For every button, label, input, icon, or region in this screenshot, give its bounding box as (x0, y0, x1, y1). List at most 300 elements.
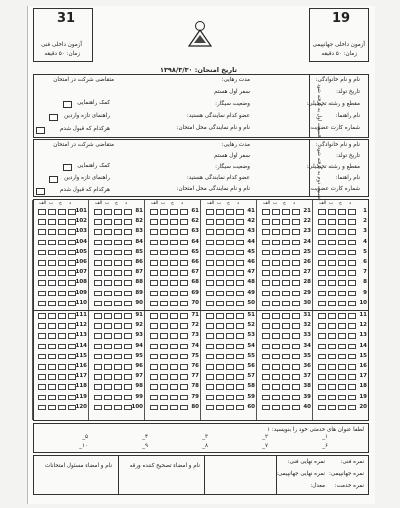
answer-bubble[interactable] (338, 323, 346, 329)
answer-bubble[interactable] (68, 270, 76, 276)
answer-bubble[interactable] (292, 240, 300, 246)
answer-bubble[interactable] (114, 250, 122, 256)
answer-bubble[interactable] (58, 395, 66, 401)
answer-bubble[interactable] (226, 354, 234, 360)
answer-bubble[interactable] (348, 301, 356, 307)
answer-bubble[interactable] (272, 260, 280, 266)
answer-bubble[interactable] (262, 229, 270, 235)
answer-bubble[interactable] (226, 384, 234, 390)
answer-bubble[interactable] (38, 384, 46, 390)
answer-bubble[interactable] (262, 209, 270, 215)
answer-bubble[interactable] (348, 229, 356, 235)
answer-bubble[interactable] (160, 395, 168, 401)
answer-bubble[interactable] (348, 374, 356, 380)
answer-bubble[interactable] (236, 333, 244, 339)
answer-bubble[interactable] (150, 301, 158, 307)
answer-bubble[interactable] (292, 313, 300, 319)
answer-bubble[interactable] (348, 291, 356, 297)
answer-bubble[interactable] (338, 405, 346, 411)
answer-bubble[interactable] (328, 313, 336, 319)
answer-bubble[interactable] (272, 313, 280, 319)
answer-bubble[interactable] (94, 209, 102, 215)
answer-bubble[interactable] (180, 301, 188, 307)
answer-bubble[interactable] (68, 291, 76, 297)
answer-bubble[interactable] (348, 395, 356, 401)
answer-bubble[interactable] (226, 260, 234, 266)
answer-bubble[interactable] (48, 250, 56, 256)
answer-bubble[interactable] (38, 260, 46, 266)
answer-bubble[interactable] (114, 301, 122, 307)
answer-bubble[interactable] (328, 250, 336, 256)
answer-bubble[interactable] (226, 323, 234, 329)
answer-bubble[interactable] (124, 219, 132, 225)
answer-bubble[interactable] (328, 219, 336, 225)
answer-bubble[interactable] (272, 280, 280, 286)
answer-bubble[interactable] (170, 229, 178, 235)
answer-bubble[interactable] (338, 313, 346, 319)
answer-bubble[interactable] (226, 364, 234, 370)
answer-bubble[interactable] (104, 405, 112, 411)
answer-bubble[interactable] (180, 374, 188, 380)
answer-bubble[interactable] (48, 364, 56, 370)
answer-bubble[interactable] (58, 301, 66, 307)
answer-bubble[interactable] (292, 280, 300, 286)
answer-bubble[interactable] (226, 333, 234, 339)
answer-bubble[interactable] (124, 291, 132, 297)
answer-bubble[interactable] (226, 313, 234, 319)
answer-bubble[interactable] (160, 333, 168, 339)
answer-bubble[interactable] (38, 280, 46, 286)
answer-bubble[interactable] (226, 301, 234, 307)
answer-bubble[interactable] (58, 323, 66, 329)
answer-bubble[interactable] (150, 280, 158, 286)
answer-bubble[interactable] (48, 354, 56, 360)
answer-bubble[interactable] (236, 219, 244, 225)
answer-bubble[interactable] (216, 270, 224, 276)
answer-bubble[interactable] (328, 333, 336, 339)
answer-bubble[interactable] (338, 209, 346, 215)
answer-bubble[interactable] (318, 395, 326, 401)
answer-bubble[interactable] (328, 344, 336, 350)
option-newcomer-checkbox-top[interactable] (49, 114, 58, 121)
answer-bubble[interactable] (160, 280, 168, 286)
answer-bubble[interactable] (180, 229, 188, 235)
answer-bubble[interactable] (216, 240, 224, 246)
answer-bubble[interactable] (124, 333, 132, 339)
answer-bubble[interactable] (94, 384, 102, 390)
answer-bubble[interactable] (348, 250, 356, 256)
answer-bubble[interactable] (206, 384, 214, 390)
answer-bubble[interactable] (206, 260, 214, 266)
answer-bubble[interactable] (206, 209, 214, 215)
answer-bubble[interactable] (318, 270, 326, 276)
answer-bubble[interactable] (318, 374, 326, 380)
answer-bubble[interactable] (226, 219, 234, 225)
answer-bubble[interactable] (150, 260, 158, 266)
answer-bubble[interactable] (160, 219, 168, 225)
answer-bubble[interactable] (282, 229, 290, 235)
answer-bubble[interactable] (48, 229, 56, 235)
answer-bubble[interactable] (272, 250, 280, 256)
answer-bubble[interactable] (160, 270, 168, 276)
answer-bubble[interactable] (216, 374, 224, 380)
answer-bubble[interactable] (328, 301, 336, 307)
answer-bubble[interactable] (124, 229, 132, 235)
answer-bubble[interactable] (170, 364, 178, 370)
answer-bubble[interactable] (94, 354, 102, 360)
answer-bubble[interactable] (58, 291, 66, 297)
answer-bubble[interactable] (292, 344, 300, 350)
answer-bubble[interactable] (318, 354, 326, 360)
answer-bubble[interactable] (272, 344, 280, 350)
answer-bubble[interactable] (216, 384, 224, 390)
answer-bubble[interactable] (38, 395, 46, 401)
answer-bubble[interactable] (236, 229, 244, 235)
answer-bubble[interactable] (104, 219, 112, 225)
answer-bubble[interactable] (338, 240, 346, 246)
answer-bubble[interactable] (206, 270, 214, 276)
answer-bubble[interactable] (216, 333, 224, 339)
answer-bubble[interactable] (94, 313, 102, 319)
answer-bubble[interactable] (68, 395, 76, 401)
answer-bubble[interactable] (38, 291, 46, 297)
answer-bubble[interactable] (124, 344, 132, 350)
answer-bubble[interactable] (104, 280, 112, 286)
answer-bubble[interactable] (236, 344, 244, 350)
answer-bubble[interactable] (318, 333, 326, 339)
answer-bubble[interactable] (348, 219, 356, 225)
answer-bubble[interactable] (94, 219, 102, 225)
answer-bubble[interactable] (292, 260, 300, 266)
answer-bubble[interactable] (282, 384, 290, 390)
answer-bubble[interactable] (104, 301, 112, 307)
answer-bubble[interactable] (48, 291, 56, 297)
answer-bubble[interactable] (124, 301, 132, 307)
answer-bubble[interactable] (338, 344, 346, 350)
answer-bubble[interactable] (150, 364, 158, 370)
answer-bubble[interactable] (206, 219, 214, 225)
answer-bubble[interactable] (58, 219, 66, 225)
answer-bubble[interactable] (328, 240, 336, 246)
answer-bubble[interactable] (262, 344, 270, 350)
answer-bubble[interactable] (292, 301, 300, 307)
answer-bubble[interactable] (272, 384, 280, 390)
answer-bubble[interactable] (150, 229, 158, 235)
answer-bubble[interactable] (104, 395, 112, 401)
answer-bubble[interactable] (124, 384, 132, 390)
answer-bubble[interactable] (180, 344, 188, 350)
answer-bubble[interactable] (226, 405, 234, 411)
answer-bubble[interactable] (48, 344, 56, 350)
answer-bubble[interactable] (150, 384, 158, 390)
answer-bubble[interactable] (170, 395, 178, 401)
answer-bubble[interactable] (318, 323, 326, 329)
answer-bubble[interactable] (180, 240, 188, 246)
answer-bubble[interactable] (124, 313, 132, 319)
answer-bubble[interactable] (216, 229, 224, 235)
answer-bubble[interactable] (236, 280, 244, 286)
answer-bubble[interactable] (38, 301, 46, 307)
answer-bubble[interactable] (114, 280, 122, 286)
answer-bubble[interactable] (216, 313, 224, 319)
answer-bubble[interactable] (180, 209, 188, 215)
answer-bubble[interactable] (180, 354, 188, 360)
answer-bubble[interactable] (328, 323, 336, 329)
answer-bubble[interactable] (180, 291, 188, 297)
answer-bubble[interactable] (38, 364, 46, 370)
answer-bubble[interactable] (124, 260, 132, 266)
answer-bubble[interactable] (216, 354, 224, 360)
answer-bubble[interactable] (58, 270, 66, 276)
answer-bubble[interactable] (94, 250, 102, 256)
answer-bubble[interactable] (170, 384, 178, 390)
answer-bubble[interactable] (58, 313, 66, 319)
answer-bubble[interactable] (150, 354, 158, 360)
answer-bubble[interactable] (48, 384, 56, 390)
answer-bubble[interactable] (124, 209, 132, 215)
answer-bubble[interactable] (236, 209, 244, 215)
answer-bubble[interactable] (170, 219, 178, 225)
answer-bubble[interactable] (206, 301, 214, 307)
answer-bubble[interactable] (206, 280, 214, 286)
answer-bubble[interactable] (124, 364, 132, 370)
answer-bubble[interactable] (206, 240, 214, 246)
answer-bubble[interactable] (114, 291, 122, 297)
answer-bubble[interactable] (48, 209, 56, 215)
answer-bubble[interactable] (348, 313, 356, 319)
answer-bubble[interactable] (114, 270, 122, 276)
answer-bubble[interactable] (216, 301, 224, 307)
answer-bubble[interactable] (94, 364, 102, 370)
answer-bubble[interactable] (104, 260, 112, 266)
answer-bubble[interactable] (160, 301, 168, 307)
answer-bubble[interactable] (262, 270, 270, 276)
answer-bubble[interactable] (68, 250, 76, 256)
answer-bubble[interactable] (94, 240, 102, 246)
answer-bubble[interactable] (338, 219, 346, 225)
answer-bubble[interactable] (48, 374, 56, 380)
answer-bubble[interactable] (282, 313, 290, 319)
answer-bubble[interactable] (338, 384, 346, 390)
answer-bubble[interactable] (282, 395, 290, 401)
answer-bubble[interactable] (68, 219, 76, 225)
answer-bubble[interactable] (292, 384, 300, 390)
answer-bubble[interactable] (114, 323, 122, 329)
answer-bubble[interactable] (160, 323, 168, 329)
answer-bubble[interactable] (236, 270, 244, 276)
answer-bubble[interactable] (318, 344, 326, 350)
answer-bubble[interactable] (262, 333, 270, 339)
answer-bubble[interactable] (226, 229, 234, 235)
answer-bubble[interactable] (58, 250, 66, 256)
answer-bubble[interactable] (114, 354, 122, 360)
answer-bubble[interactable] (328, 405, 336, 411)
option-assistant-checkbox-bottom[interactable] (63, 164, 72, 171)
answer-bubble[interactable] (38, 240, 46, 246)
answer-bubble[interactable] (282, 240, 290, 246)
answer-bubble[interactable] (68, 354, 76, 360)
answer-bubble[interactable] (328, 280, 336, 286)
answer-bubble[interactable] (150, 240, 158, 246)
answer-bubble[interactable] (150, 219, 158, 225)
answer-bubble[interactable] (348, 354, 356, 360)
answer-bubble[interactable] (206, 313, 214, 319)
answer-bubble[interactable] (348, 323, 356, 329)
answer-bubble[interactable] (180, 313, 188, 319)
answer-bubble[interactable] (262, 260, 270, 266)
answer-bubble[interactable] (328, 260, 336, 266)
answer-bubble[interactable] (58, 209, 66, 215)
answer-bubble[interactable] (104, 209, 112, 215)
answer-bubble[interactable] (38, 313, 46, 319)
answer-bubble[interactable] (48, 260, 56, 266)
answer-bubble[interactable] (180, 280, 188, 286)
answer-bubble[interactable] (236, 323, 244, 329)
answer-bubble[interactable] (48, 240, 56, 246)
answer-bubble[interactable] (150, 209, 158, 215)
option-any-checkbox-bottom[interactable] (36, 188, 45, 195)
answer-bubble[interactable] (58, 229, 66, 235)
answer-bubble[interactable] (38, 405, 46, 411)
answer-bubble[interactable] (272, 323, 280, 329)
answer-bubble[interactable] (236, 291, 244, 297)
answer-bubble[interactable] (94, 344, 102, 350)
answer-bubble[interactable] (292, 209, 300, 215)
answer-bubble[interactable] (216, 219, 224, 225)
answer-bubble[interactable] (124, 354, 132, 360)
answer-bubble[interactable] (226, 250, 234, 256)
answer-bubble[interactable] (262, 301, 270, 307)
answer-bubble[interactable] (292, 333, 300, 339)
answer-bubble[interactable] (292, 395, 300, 401)
answer-bubble[interactable] (318, 384, 326, 390)
answer-bubble[interactable] (48, 219, 56, 225)
answer-bubble[interactable] (282, 344, 290, 350)
answer-bubble[interactable] (180, 250, 188, 256)
answer-bubble[interactable] (292, 405, 300, 411)
answer-bubble[interactable] (262, 313, 270, 319)
answer-bubble[interactable] (206, 291, 214, 297)
answer-bubble[interactable] (94, 280, 102, 286)
answer-bubble[interactable] (94, 229, 102, 235)
answer-bubble[interactable] (216, 323, 224, 329)
answer-bubble[interactable] (114, 364, 122, 370)
answer-bubble[interactable] (180, 219, 188, 225)
answer-bubble[interactable] (160, 209, 168, 215)
answer-bubble[interactable] (236, 260, 244, 266)
answer-bubble[interactable] (338, 364, 346, 370)
answer-bubble[interactable] (160, 384, 168, 390)
answer-bubble[interactable] (160, 313, 168, 319)
answer-bubble[interactable] (160, 240, 168, 246)
answer-bubble[interactable] (124, 374, 132, 380)
answer-bubble[interactable] (282, 250, 290, 256)
answer-bubble[interactable] (236, 405, 244, 411)
answer-bubble[interactable] (48, 395, 56, 401)
answer-bubble[interactable] (348, 344, 356, 350)
answer-bubble[interactable] (236, 384, 244, 390)
answer-bubble[interactable] (160, 229, 168, 235)
answer-bubble[interactable] (318, 209, 326, 215)
answer-bubble[interactable] (38, 270, 46, 276)
answer-bubble[interactable] (328, 364, 336, 370)
answer-bubble[interactable] (170, 405, 178, 411)
answer-bubble[interactable] (216, 291, 224, 297)
answer-bubble[interactable] (124, 395, 132, 401)
answer-bubble[interactable] (338, 333, 346, 339)
answer-bubble[interactable] (272, 240, 280, 246)
answer-bubble[interactable] (94, 260, 102, 266)
answer-bubble[interactable] (104, 354, 112, 360)
answer-bubble[interactable] (104, 323, 112, 329)
answer-bubble[interactable] (348, 384, 356, 390)
answer-bubble[interactable] (58, 405, 66, 411)
answer-bubble[interactable] (104, 364, 112, 370)
answer-bubble[interactable] (94, 374, 102, 380)
answer-bubble[interactable] (292, 250, 300, 256)
answer-bubble[interactable] (104, 344, 112, 350)
answer-bubble[interactable] (206, 405, 214, 411)
answer-bubble[interactable] (104, 240, 112, 246)
answer-bubble[interactable] (68, 405, 76, 411)
answer-bubble[interactable] (150, 323, 158, 329)
answer-bubble[interactable] (150, 395, 158, 401)
answer-bubble[interactable] (48, 323, 56, 329)
answer-bubble[interactable] (170, 301, 178, 307)
answer-bubble[interactable] (38, 229, 46, 235)
answer-bubble[interactable] (114, 219, 122, 225)
answer-bubble[interactable] (58, 374, 66, 380)
answer-bubble[interactable] (292, 270, 300, 276)
answer-bubble[interactable] (348, 270, 356, 276)
answer-bubble[interactable] (170, 291, 178, 297)
answer-bubble[interactable] (170, 354, 178, 360)
answer-bubble[interactable] (104, 229, 112, 235)
answer-bubble[interactable] (48, 405, 56, 411)
answer-bubble[interactable] (94, 270, 102, 276)
answer-bubble[interactable] (226, 374, 234, 380)
answer-bubble[interactable] (338, 229, 346, 235)
answer-bubble[interactable] (114, 344, 122, 350)
answer-bubble[interactable] (216, 364, 224, 370)
answer-bubble[interactable] (272, 270, 280, 276)
answer-bubble[interactable] (38, 250, 46, 256)
answer-bubble[interactable] (58, 354, 66, 360)
answer-bubble[interactable] (104, 384, 112, 390)
answer-bubble[interactable] (124, 323, 132, 329)
answer-bubble[interactable] (206, 364, 214, 370)
answer-bubble[interactable] (150, 250, 158, 256)
answer-bubble[interactable] (338, 270, 346, 276)
answer-bubble[interactable] (170, 344, 178, 350)
answer-bubble[interactable] (236, 364, 244, 370)
answer-bubble[interactable] (262, 250, 270, 256)
answer-bubble[interactable] (150, 333, 158, 339)
answer-bubble[interactable] (206, 354, 214, 360)
answer-bubble[interactable] (104, 374, 112, 380)
answer-bubble[interactable] (38, 354, 46, 360)
answer-bubble[interactable] (328, 354, 336, 360)
answer-bubble[interactable] (318, 364, 326, 370)
answer-bubble[interactable] (104, 291, 112, 297)
answer-bubble[interactable] (318, 301, 326, 307)
answer-bubble[interactable] (262, 395, 270, 401)
answer-bubble[interactable] (150, 344, 158, 350)
answer-bubble[interactable] (114, 209, 122, 215)
answer-bubble[interactable] (318, 260, 326, 266)
answer-bubble[interactable] (206, 229, 214, 235)
answer-bubble[interactable] (48, 333, 56, 339)
